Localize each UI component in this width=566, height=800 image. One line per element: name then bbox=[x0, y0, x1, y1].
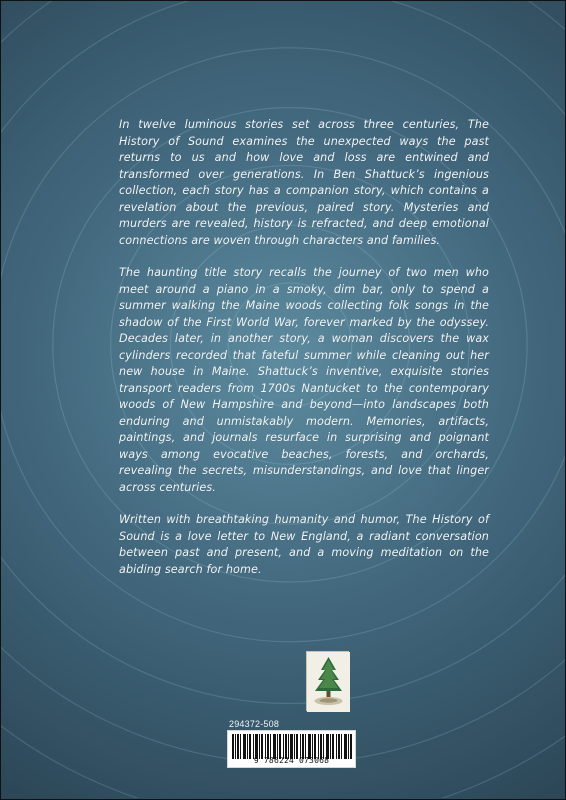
description-paragraph-3: Written with breathtaking humanity and humor, The History of Sound is a love letter to New England, a radiant conversation between past and present, and a moving meditation on the abiding search for home. bbox=[119, 513, 489, 576]
isbn-barcode bbox=[227, 730, 356, 768]
pine-tree-icon bbox=[306, 651, 349, 711]
barcode-number: 9 786224 073068 bbox=[253, 756, 330, 765]
back-cover-description bbox=[119, 117, 489, 578]
description-paragraph-2: The haunting title story recalls the journey of two men who meet around a piano in a smoky, dim bar, only to spend a summer walking the Maine woods collecting folk songs in the shadow of the First World War, forever marked by the odyssey. Decades later, in another story, a woman discovers the wax cylinders recorded that fateful summer while cleaning out her new house in Maine. Shattuck’s inventive, exquisite stories transport readers from 1700s Nantucket to the contemporary woods of New Hampshire and beyond—into landscapes both enduring and unmistakably modern. Memories, artifacts, paintings, and journals resurface in surprising and poignant ways among evocative beaches, forests, and orchards, revealing the secrets, misunderstandings, and love that linger across centuries. bbox=[119, 266, 489, 494]
description-paragraph-1: In twelve luminous stories set across three centuries, The History of Sound examines the unexpected ways the past returns to us and how love and loss are entwined and transformed over generations. In Ben Shattuck’s ingenious collection, each story has a companion story, which contains a revelation about the previous, paired story. Mysteries and murders are revealed, history is refracted, and deep emotional connections are woven through characters and families. bbox=[119, 118, 489, 247]
catalog-code: 294372-508 bbox=[229, 719, 280, 729]
